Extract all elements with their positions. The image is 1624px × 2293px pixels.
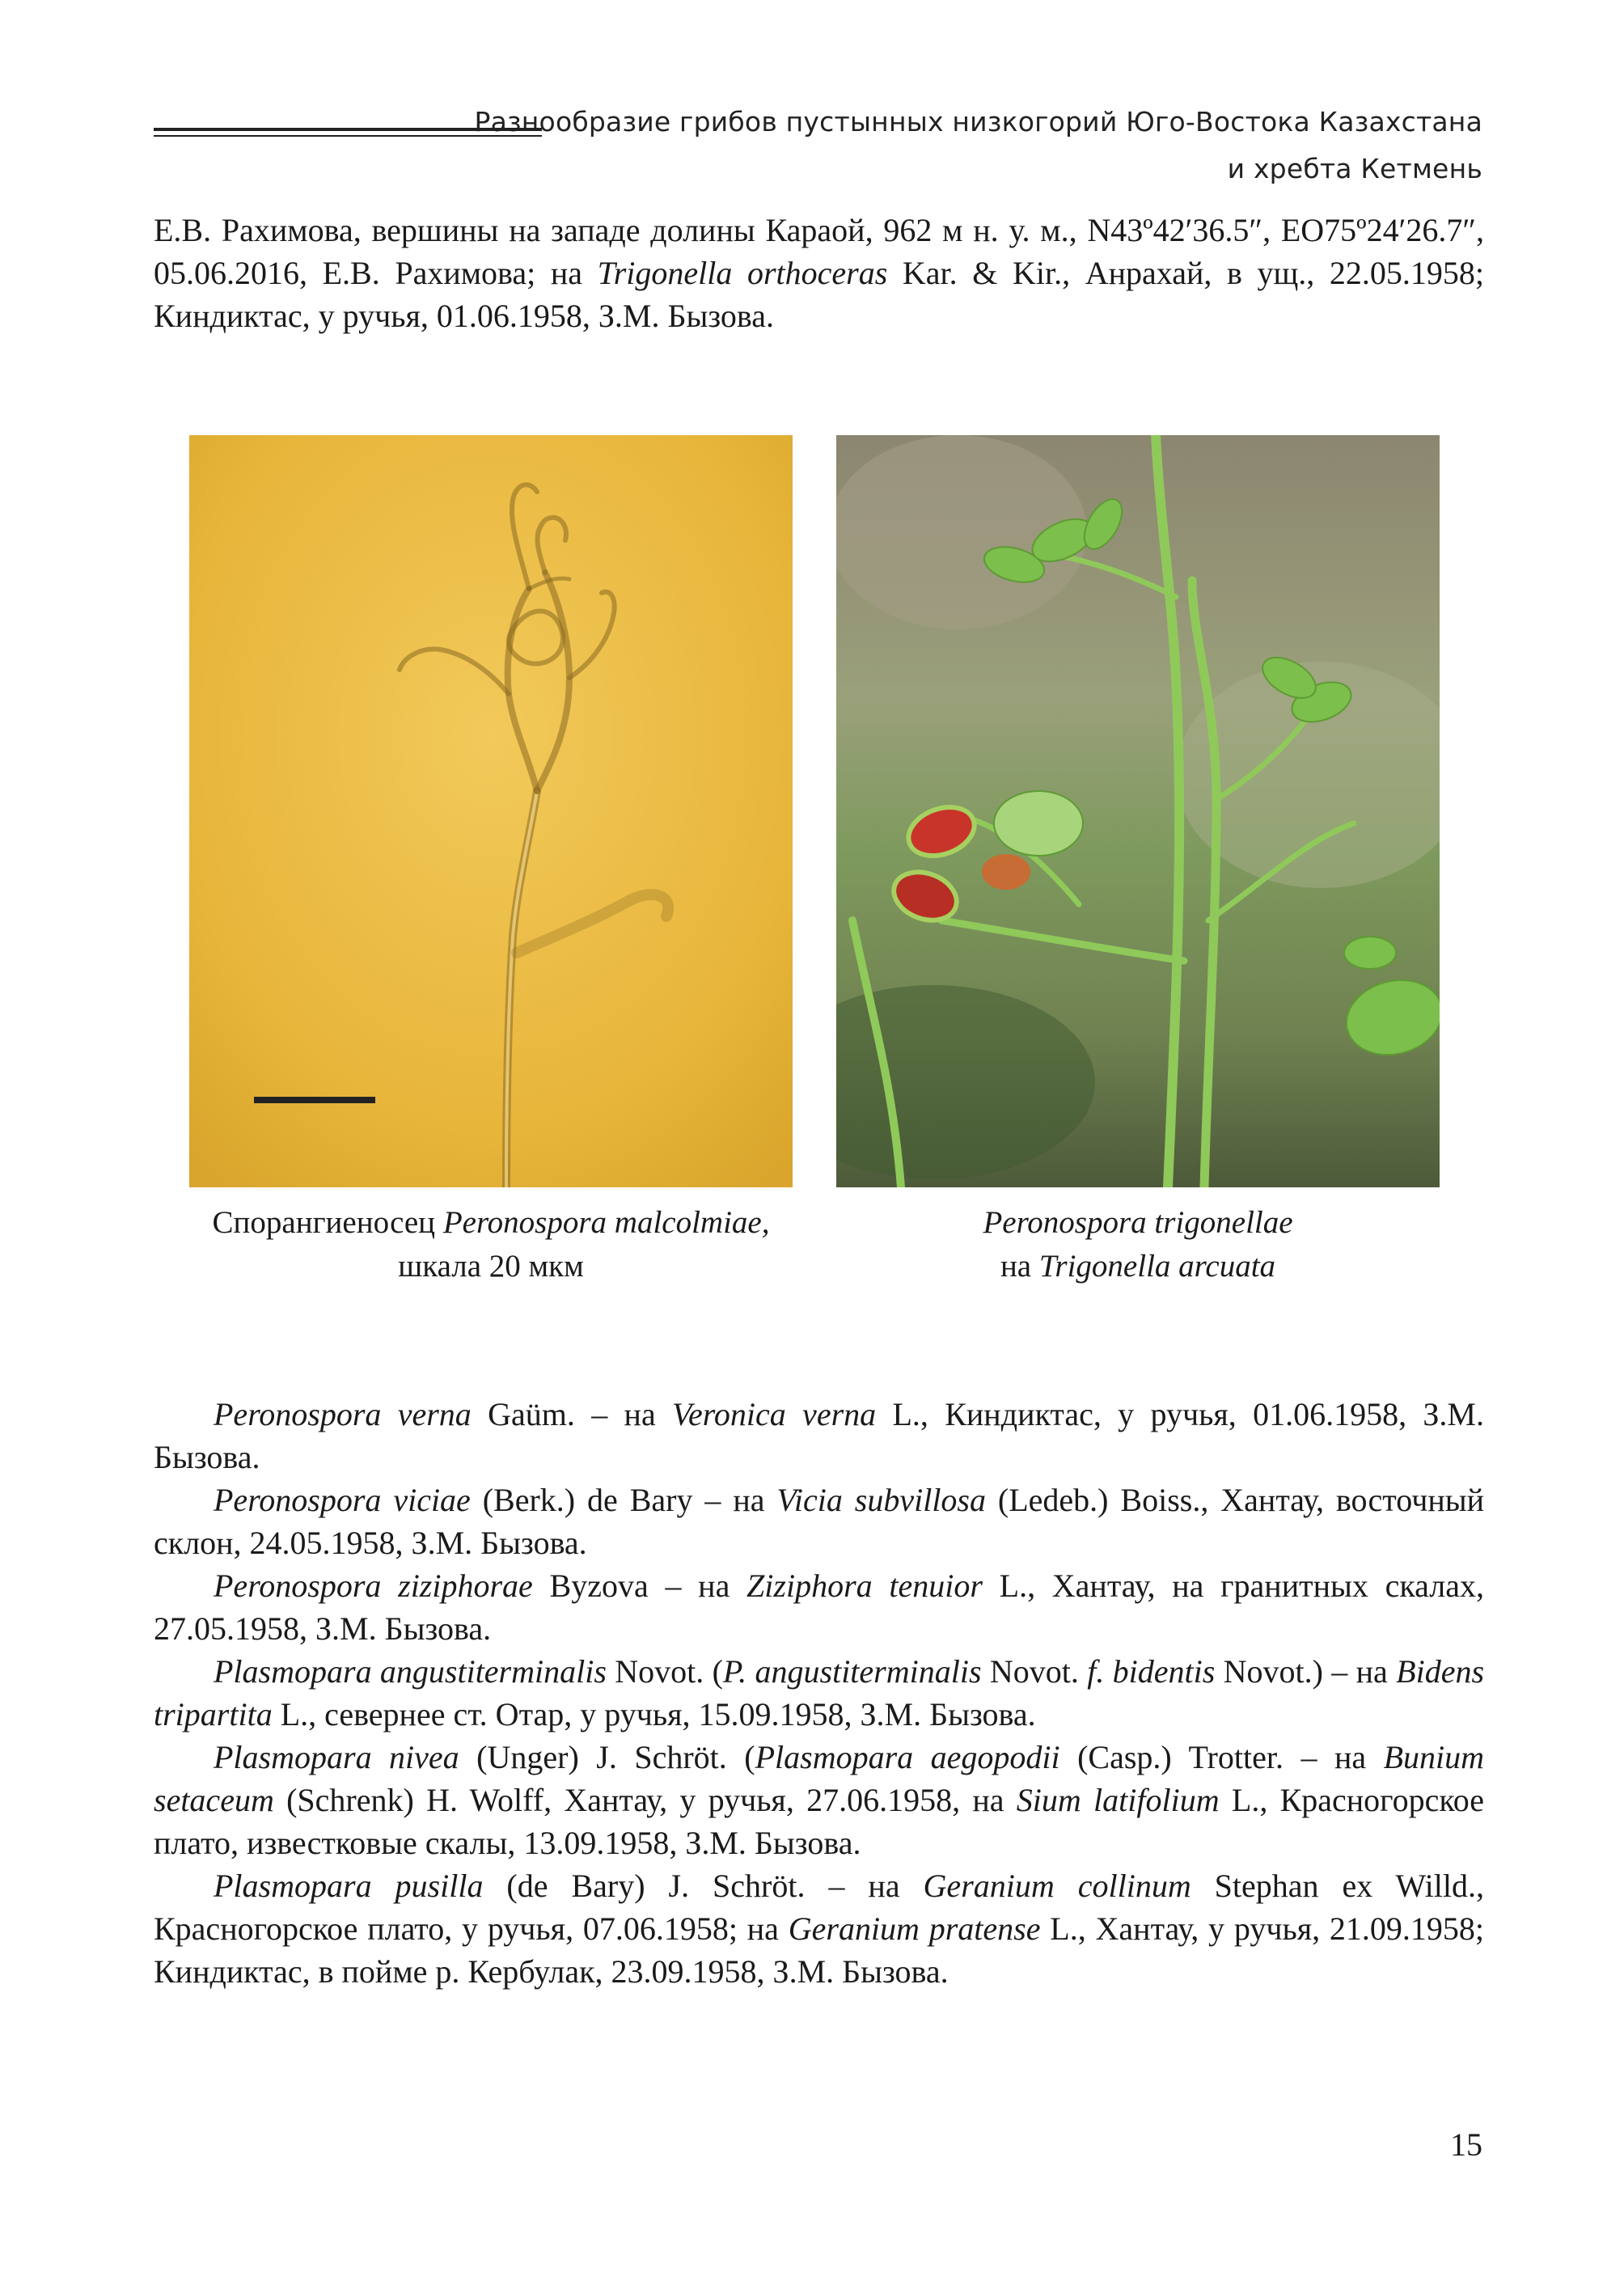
running-header-line1: Разнообразие грибов пустынных низкогорий Юго-Востока Казахстана <box>474 106 1482 137</box>
plant-photo <box>836 435 1440 1187</box>
species-entry: Plasmopara nivea (Unger) J. Schröt. (Plasmopara aegopodii (Casp.) Trotter. – на Bunium setaceum (Schrenk) H. Wolff, Хантау, у ручья, 27.06.1958, на Sium latifolium L., Красногорское плато, известковые скалы, 13.09.1958, З.М. Бызова. <box>154 1739 1485 1861</box>
micrograph-illustration <box>189 435 793 1187</box>
species-name: Peronospora trigonellae <box>983 1205 1293 1240</box>
text-run: на <box>1000 1249 1039 1284</box>
text-run: Kar. & Kir., Анрахай, в ущ., 22.05.1958; Киндиктас, у ручья, 01.06.1958, З.М. Бызова. <box>154 255 1485 334</box>
caption-left-line1 <box>159 1201 823 1245</box>
top-paragraph <box>154 209 1484 337</box>
caption-left-line2: шкала 20 мкм <box>398 1249 584 1284</box>
figure-caption-left <box>159 1201 823 1288</box>
micrograph-image <box>189 435 793 1187</box>
running-header-line2: и хребта Кетмень <box>1227 153 1482 184</box>
caption-right-line2 <box>806 1245 1470 1288</box>
species-entry: Peronospora viciae (Berk.) de Bary – на Vicia subvillosa (Ledeb.) Boiss., Хантау, восточный склон, 24.05.1958, З.М. Бызова. <box>154 1482 1485 1561</box>
scale-bar <box>254 1097 375 1103</box>
text-run: Спорангиеносец <box>212 1205 443 1240</box>
text-run: Е.В. Рахимова, вершины на западе долины Караой, 962 м н. у. м., N43º42′36.5″, ЕО75º24′26.7″, 05.06.2016, Е.В. Рахимова; на <box>154 212 1484 291</box>
plant-illustration <box>836 435 1440 1187</box>
species-entry: Peronospora verna Gaüm. – на Veronica verna L., Киндиктас, у ручья, 01.06.1958, З.М. Бызова. <box>154 1396 1484 1475</box>
species-entry: Plasmopara pusilla (de Bary) J. Schröt. – на Geranium collinum Stephan ex Willd., Красногорское плато, у ручья, 07.06.1958; на Geranium pratense L., Хантау, у ручья, 21.09.1958; Киндиктас, в пойме р. Кербулак, 23.09.1958, З.М. Бызова. <box>154 1868 1484 1990</box>
species-name: Peronospora malcolmiae, <box>442 1205 770 1240</box>
species-name: Trigonella orthoceras <box>597 255 888 291</box>
caption-right-line1 <box>806 1201 1470 1245</box>
species-entry: Peronospora ziziphorae Byzova – на Ziziphora tenuior L., Хантау, на гранитных скалах, 27.05.1958, З.М. Бызова. <box>154 1567 1484 1647</box>
figure-caption-right <box>806 1201 1470 1288</box>
running-header <box>475 99 1482 192</box>
page-number: 15 <box>1450 2126 1482 2163</box>
species-name: Trigonella arcuata <box>1038 1249 1276 1284</box>
species-entry: Plasmopara angustiterminalis Novot. (P. angustiterminalis Novot. f. bidentis Novot.) – на Bidens tripartita L., севернее ст. Отар, у ручья, 15.09.1958, З.М. Бызова. <box>154 1653 1485 1732</box>
